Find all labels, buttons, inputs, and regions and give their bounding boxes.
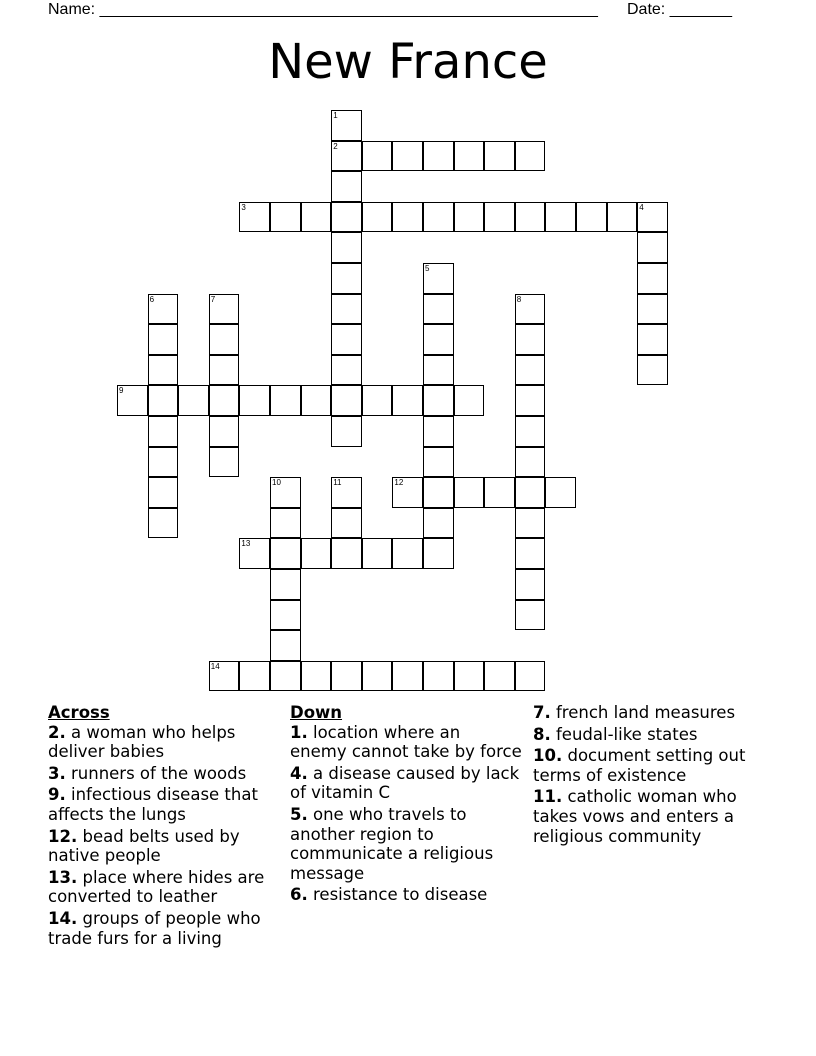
grid-cell[interactable] (331, 232, 362, 263)
grid-cell[interactable] (484, 477, 515, 508)
clue-number: 12. (48, 826, 78, 846)
clue-item (533, 725, 763, 745)
clue-text: runners of the woods (71, 763, 247, 783)
grid-cell[interactable] (545, 477, 576, 508)
grid-cell[interactable] (270, 538, 301, 569)
clue-number: 4 (639, 202, 644, 212)
grid-cell[interactable] (270, 630, 301, 661)
grid-cell[interactable] (637, 202, 668, 233)
grid-cell[interactable] (270, 477, 301, 508)
grid-cell[interactable] (301, 385, 332, 416)
clue-number: 5. (290, 804, 308, 824)
grid-cell[interactable] (515, 324, 546, 355)
clue-item (48, 909, 286, 948)
clue-number: 2 (333, 141, 338, 151)
grid-cell[interactable] (270, 661, 301, 692)
clue-number: 13 (241, 539, 251, 549)
clue-number: 10. (533, 746, 563, 766)
grid-cell[interactable] (515, 355, 546, 386)
grid-cell[interactable] (515, 141, 546, 172)
grid-cell[interactable] (209, 324, 240, 355)
clue-number: 11. (533, 787, 563, 807)
grid-cell[interactable] (545, 202, 576, 233)
grid-cell[interactable] (331, 508, 362, 539)
grid-cell[interactable] (209, 385, 240, 416)
page-title: New France (268, 34, 548, 90)
grid-cell[interactable] (515, 569, 546, 600)
clue-item (290, 805, 522, 883)
grid-cell[interactable] (331, 141, 362, 172)
grid-cell[interactable] (270, 600, 301, 631)
grid-cell[interactable] (637, 232, 668, 263)
grid-cell[interactable] (515, 294, 546, 325)
grid-cell[interactable] (301, 202, 332, 233)
clue-item (290, 723, 522, 762)
grid-cell[interactable] (209, 294, 240, 325)
down-clues (290, 703, 522, 907)
grid-cell[interactable] (637, 294, 668, 325)
grid-cell[interactable] (331, 538, 362, 569)
date-field[interactable]: Date: _______ (627, 1, 732, 18)
grid-cell[interactable] (392, 141, 423, 172)
across-heading: Across (48, 703, 110, 722)
grid-cell[interactable] (515, 202, 546, 233)
grid-cell[interactable] (148, 477, 179, 508)
grid-cell[interactable] (117, 385, 148, 416)
grid-cell[interactable] (301, 538, 332, 569)
clue-number: 8 (516, 294, 522, 304)
clue-text: place where hides are converted to leather (48, 867, 265, 907)
clue-number: 3 (241, 202, 246, 212)
grid-cell[interactable] (239, 661, 270, 692)
clue-item (533, 703, 763, 723)
clue-number: 9 (119, 386, 124, 396)
grid-cell[interactable] (331, 202, 362, 233)
grid-cell[interactable] (148, 416, 179, 447)
grid-cell[interactable] (423, 263, 454, 294)
grid-cell[interactable] (423, 294, 454, 325)
grid-cell[interactable] (515, 447, 546, 478)
grid-cell[interactable] (331, 110, 362, 141)
grid-cell[interactable] (331, 477, 362, 508)
clue-number: 5 (425, 264, 430, 273)
grid-cell[interactable] (454, 141, 485, 172)
clue-text: bead belts used by native people (48, 826, 240, 866)
clue-item (48, 868, 286, 907)
grid-cell[interactable] (423, 355, 454, 386)
grid-cell[interactable] (423, 385, 454, 416)
grid-cell[interactable] (515, 600, 546, 631)
grid-cell[interactable] (362, 385, 393, 416)
grid-cell[interactable] (576, 202, 607, 233)
clue-text: one who travels to another region to communicate a religious message (290, 804, 494, 883)
grid-cell[interactable] (270, 385, 301, 416)
grid-cell[interactable] (209, 447, 240, 478)
grid-cell[interactable] (270, 202, 301, 233)
grid-cell[interactable] (148, 324, 179, 355)
grid-cell[interactable] (148, 447, 179, 478)
grid-cell[interactable] (515, 538, 546, 569)
grid-cell[interactable] (331, 416, 362, 447)
clue-number: 6. (290, 885, 308, 905)
clue-text: resistance to disease (313, 885, 488, 905)
grid-cell[interactable] (454, 202, 485, 233)
grid-cell[interactable] (331, 171, 362, 202)
grid-cell[interactable] (515, 508, 546, 539)
clue-number: 3. (48, 763, 66, 783)
clue-text: a woman who helps deliver babies (48, 722, 236, 762)
grid-cell[interactable] (454, 477, 485, 508)
clue-number: 11 (333, 478, 342, 488)
grid-cell[interactable] (423, 324, 454, 355)
clue-item (48, 785, 286, 824)
clue-item (533, 746, 763, 785)
clue-item (290, 764, 522, 803)
down-heading: Down (290, 703, 343, 722)
grid-cell[interactable] (392, 661, 423, 692)
grid-cell[interactable] (454, 661, 485, 692)
grid-cell[interactable] (239, 538, 270, 569)
grid-cell[interactable] (148, 508, 179, 539)
grid-cell[interactable] (148, 385, 179, 416)
grid-cell[interactable] (362, 538, 393, 569)
clue-number: 1. (290, 722, 308, 742)
clue-text: location where an enemy cannot take by force (290, 722, 522, 762)
clue-number: 10 (272, 478, 281, 488)
grid-cell[interactable] (270, 569, 301, 600)
grid-cell[interactable] (515, 661, 546, 692)
grid-cell[interactable] (209, 416, 240, 447)
grid-cell[interactable] (515, 385, 546, 416)
grid-cell[interactable] (423, 661, 454, 692)
grid-cell[interactable] (423, 202, 454, 233)
grid-cell[interactable] (454, 385, 485, 416)
grid-cell[interactable] (637, 355, 668, 386)
clue-number: 8. (533, 724, 551, 744)
grid-cell[interactable] (331, 294, 362, 325)
grid-cell[interactable] (362, 202, 393, 233)
grid-cell[interactable] (637, 324, 668, 355)
grid-cell[interactable] (392, 385, 423, 416)
clue-number: 9. (48, 785, 66, 805)
grid-cell[interactable] (392, 202, 423, 233)
grid-cell[interactable] (209, 355, 240, 386)
grid-cell[interactable] (423, 508, 454, 539)
clue-item (48, 764, 286, 784)
clue-number: 4. (290, 763, 308, 783)
grid-cell[interactable] (515, 477, 546, 508)
clue-number: 12 (394, 478, 404, 488)
clue-number: 7. (533, 703, 551, 722)
clue-text: a disease caused by lack of vitamin C (290, 763, 520, 803)
clue-item (290, 885, 522, 905)
grid-cell[interactable] (392, 477, 423, 508)
grid-cell[interactable] (301, 661, 332, 692)
clue-number: 2. (48, 722, 66, 742)
clue-number: 1 (333, 111, 338, 120)
down-clues-continued (533, 703, 763, 848)
grid-cell[interactable] (209, 661, 240, 692)
grid-cell[interactable] (607, 202, 638, 233)
clue-text: document setting out terms of existence (533, 746, 746, 785)
clue-text: feudal-like states (556, 724, 698, 744)
grid-cell[interactable] (331, 355, 362, 386)
grid-cell[interactable] (637, 263, 668, 294)
clue-number: 14 (210, 661, 220, 671)
grid-cell[interactable] (148, 294, 179, 325)
grid-cell[interactable] (178, 385, 209, 416)
clue-item (48, 827, 286, 866)
clue-item (533, 787, 763, 846)
clue-number: 13. (48, 867, 78, 887)
clue-text: infectious disease that affects the lungs (48, 785, 258, 824)
clue-text: french land measures (556, 703, 736, 722)
clue-text: catholic woman who takes vows and enters a religious community (533, 787, 737, 846)
grid-cell[interactable] (148, 355, 179, 386)
grid-cell[interactable] (270, 508, 301, 539)
name-field[interactable]: Name: ________________________________________________________ (48, 1, 598, 18)
grid-cell[interactable] (423, 538, 454, 569)
across-clues (48, 703, 286, 950)
grid-cell[interactable] (423, 141, 454, 172)
grid-cell[interactable] (331, 263, 362, 294)
grid-cell[interactable] (362, 661, 393, 692)
grid-cell[interactable] (392, 538, 423, 569)
grid-cell[interactable] (423, 416, 454, 447)
grid-cell[interactable] (484, 141, 515, 172)
grid-cell[interactable] (515, 416, 546, 447)
grid-cell[interactable] (484, 661, 515, 692)
grid-cell[interactable] (484, 202, 515, 233)
clue-item (48, 723, 286, 762)
clue-number: 6 (149, 294, 155, 304)
clue-number: 14. (48, 908, 78, 928)
grid-cell[interactable] (239, 385, 270, 416)
grid-cell[interactable] (239, 202, 270, 233)
grid-cell[interactable] (331, 385, 362, 416)
grid-cell[interactable] (331, 324, 362, 355)
clue-text: groups of people who trade furs for a living (48, 908, 261, 948)
grid-cell[interactable] (423, 477, 454, 508)
clue-number: 7 (210, 294, 216, 304)
grid-cell[interactable] (331, 661, 362, 692)
grid-cell[interactable] (362, 141, 393, 172)
grid-cell[interactable] (423, 447, 454, 478)
